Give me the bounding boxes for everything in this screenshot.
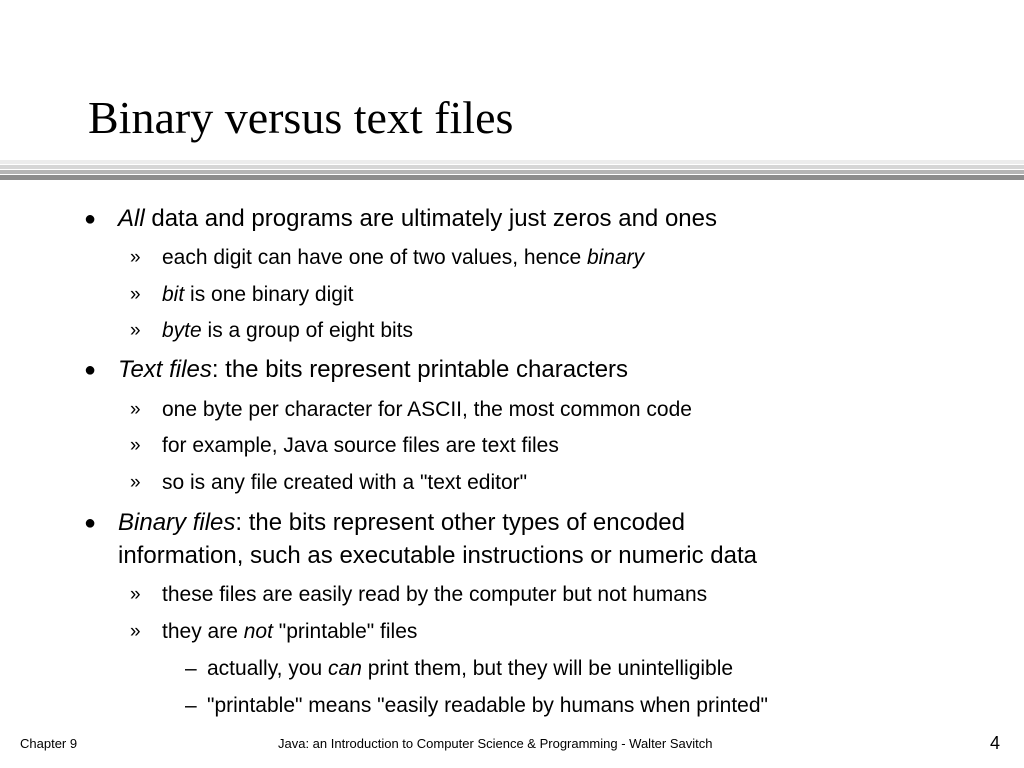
dash-bullet-icon: – (185, 694, 197, 717)
sub-bullet-text-editor: so is any file created with a "text editor" (162, 471, 528, 494)
sub-bullet-icon: » (130, 435, 141, 456)
sub-bullet-icon: » (130, 320, 141, 341)
sub-bullet-binary: each digit can have one of two values, hence binary (162, 246, 645, 269)
footer-chapter: Chapter 9 (20, 736, 78, 751)
bullet-icon: ● (84, 208, 97, 230)
sub-bullet-icon: » (130, 247, 141, 268)
sub-bullet-java-source: for example, Java source files are text files (162, 434, 559, 457)
bullet-binary-files: Binary files: the bits represent other types of encoded (118, 509, 685, 536)
dash-bullet-icon: – (185, 657, 197, 680)
bullet-icon: ● (84, 512, 97, 534)
subsub-bullet-printable-means: "printable" means "easily readable by humans when printed" (207, 694, 768, 717)
sub-bullet-icon: » (130, 399, 141, 420)
footer-course-title: Java: an Introduction to Computer Science & Programming - Walter Savitch (278, 736, 713, 751)
footer-page-number: 4 (990, 733, 1001, 753)
sub-bullet-icon: » (130, 284, 141, 305)
bullet-all-data: All data and programs are ultimately just zeros and ones (118, 205, 717, 232)
sub-bullet-icon: » (130, 472, 141, 493)
sub-bullet-icon: » (130, 584, 141, 605)
sub-bullet-byte: byte is a group of eight bits (162, 319, 413, 342)
bullet-icon: ● (84, 359, 97, 381)
sub-bullet-bit: bit is one binary digit (162, 283, 354, 306)
subsub-bullet-can-print: actually, you can print them, but they will be unintelligible (207, 657, 734, 680)
bullet-binary-files-cont: information, such as executable instructions or numeric data (118, 542, 757, 569)
sub-bullet-icon: » (130, 621, 141, 642)
sub-bullet-ascii: one byte per character for ASCII, the most common code (162, 398, 692, 421)
sub-bullet-not-printable: they are not "printable" files (162, 620, 418, 643)
slide-title: Binary versus text files (88, 92, 514, 143)
sub-bullet-computer-read: these files are easily read by the computer but not humans (162, 583, 708, 606)
bullet-text-files: Text files: the bits represent printable characters (118, 356, 629, 383)
